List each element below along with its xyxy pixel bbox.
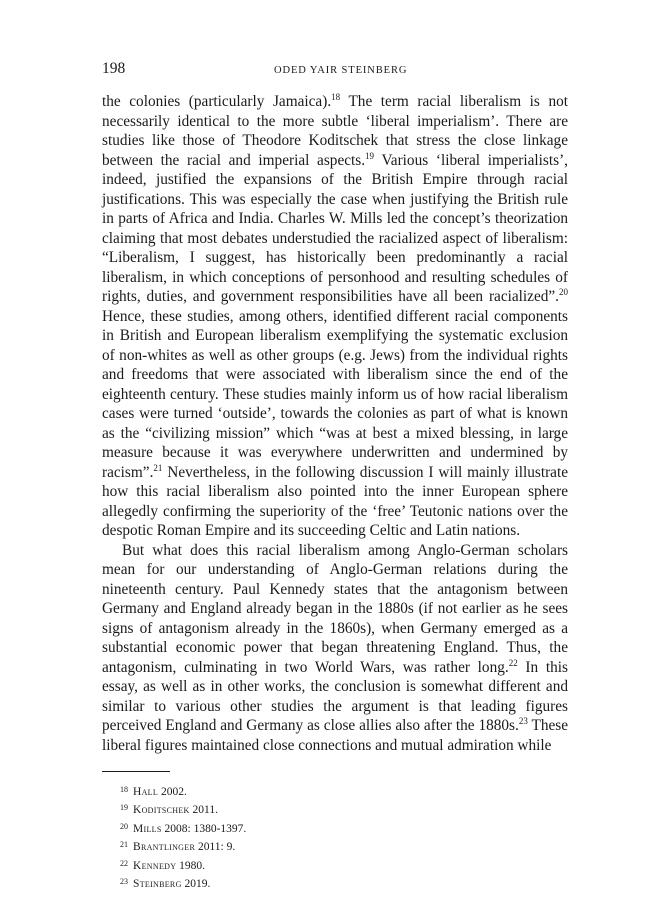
footnote-ref[interactable]: 22 xyxy=(508,657,518,668)
footnotes xyxy=(102,782,568,892)
footnote-reference: 2008: 1380-1397. xyxy=(161,822,247,835)
text-run: Various ‘liberal imperialists’, indeed, justified the expansions of the British Empire through racial justifications. This was especially the case when justifying the British rule in parts of Africa and India. Charles W. Mills led the concept’s theorization claiming that most debates understudied the racialized aspect of liberalism: “Liberalism, I suggest, has historically been predominantly a racial liberalism, in which conceptions of personhood and resulting schedules of rights, duties, and government responsibilities have all been racialized”. xyxy=(102,151,568,305)
footnote xyxy=(120,782,568,800)
footnote-number: 20 xyxy=(120,821,128,831)
footnote-ref[interactable]: 19 xyxy=(365,150,375,161)
footnote xyxy=(120,837,568,855)
footnote-author: Steinberg xyxy=(133,878,182,891)
footnote-divider xyxy=(102,771,170,772)
page-number: 198 xyxy=(102,60,126,77)
paragraph xyxy=(102,541,568,756)
footnote xyxy=(120,856,568,874)
footnote-reference: 2011: 9. xyxy=(195,841,236,854)
text-run: These liberal figures maintained close connections and mutual admiration while xyxy=(102,717,568,754)
text-run: The term racial liberalism is not necessarily identical to the more subtle ‘liberal imperialism’. There are studies like those of Theodore Koditschek that stress the close linkage between the racial and imperial aspects. xyxy=(102,93,568,169)
footnote-number: 23 xyxy=(120,877,128,887)
body-text xyxy=(102,92,568,755)
page-header xyxy=(102,60,568,82)
footnote-ref[interactable]: 21 xyxy=(153,462,163,473)
footnote-reference: 2002. xyxy=(158,786,187,798)
footnote-author: Hall xyxy=(133,786,159,798)
footnote-ref[interactable]: 20 xyxy=(559,287,568,297)
text-run: In this essay, as well as in other works, the conclusion is somewhat different and similar to various other studies the argument is that leading figures perceived England and Germany as close allies also after the 1880s. xyxy=(102,658,568,734)
footnote-reference: 2019. xyxy=(181,878,211,891)
footnote-number: 22 xyxy=(120,858,128,868)
text-run: the colonies (particularly Jamaica). xyxy=(102,93,332,110)
footnote-reference: 1980. xyxy=(176,859,206,872)
text-run: But what does this racial liberalism among Anglo-German scholars mean for our understanding of Anglo-German relations during the nineteenth century. Paul Kennedy states that the antagonism between Germany and England already began in the 1880s (if not earlier as he sees signs of antagonism already in the 1860s), when Germany emerged as a substantial economic power that began threatening England. Thus, the antagonism, culminating in two World Wars, was rather long. xyxy=(102,541,568,676)
book-page xyxy=(102,60,568,892)
footnote-author: Koditschek xyxy=(133,804,190,817)
footnote xyxy=(120,800,568,818)
text-run: Hence, these studies, among others, identified different racial components in British and European liberalism exemplifying the systematic exclusion of non-whites as well as other groups (e.g. Jews) from the individual rights and freedoms that were associated with liberalism since the end of the eighteenth century. These studies mainly inform us of how racial liberalism cases were turned ‘outside’, towards the colonies as part of what is known as the “civilizing mission” which “was at best a mixed blessing, in large measure because it was everywhere underwritten and undermined by racism”. xyxy=(102,307,568,481)
footnote-number: 18 xyxy=(120,785,128,794)
text-run: Nevertheless, in the following discussion I will mainly illustrate how this racial liberalism also pointed into the inner European sphere allegedly confirming the superiority of the ‘free’ Teutonic nations over the despotic Roman Empire and its succeeding Celtic and Latin nations. xyxy=(102,463,568,539)
footnote-reference: 2011. xyxy=(189,804,218,817)
paragraph xyxy=(102,92,568,541)
footnote-ref[interactable]: 23 xyxy=(518,716,528,726)
footnote-number: 19 xyxy=(120,803,128,813)
footnote-ref[interactable]: 18 xyxy=(331,92,341,102)
footnote-author: Kennedy xyxy=(133,859,177,872)
footnote xyxy=(120,819,568,837)
footnote-author: Mills xyxy=(133,822,162,835)
running-head: ODED YAIR STEINBERG xyxy=(274,65,408,76)
footnote-author: Brantlinger xyxy=(133,841,196,854)
footnote xyxy=(120,874,568,892)
footnote-number: 21 xyxy=(120,840,128,850)
